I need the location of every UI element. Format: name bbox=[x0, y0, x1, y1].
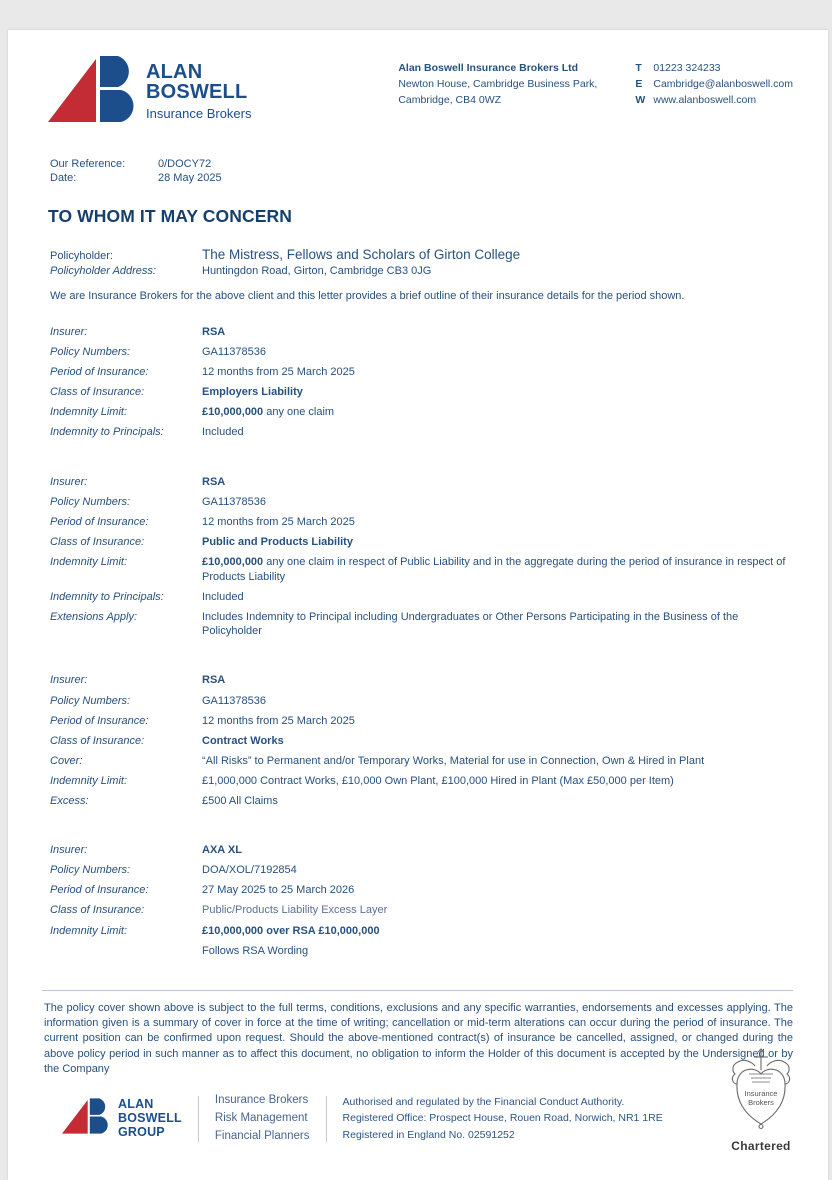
company-address-line1: Newton House, Cambridge Business Park, bbox=[398, 77, 598, 90]
field-value: £500 All Claims bbox=[202, 795, 278, 808]
policy-field-row bbox=[50, 881, 793, 901]
field-label: Policy Numbers: bbox=[50, 864, 131, 877]
policy-field-row bbox=[50, 492, 793, 512]
chartered-crest-icon bbox=[724, 1048, 798, 1132]
policyholder-address-label: Policyholder Address: bbox=[50, 264, 156, 277]
field-label: Period of Insurance: bbox=[50, 366, 149, 379]
field-label: Indemnity Limit: bbox=[50, 406, 128, 419]
date-value: 28 May 2025 bbox=[158, 171, 222, 184]
website-value: www.alanboswell.com bbox=[653, 93, 757, 106]
field-label: Class of Insurance: bbox=[50, 734, 145, 747]
date-label: Date: bbox=[50, 171, 77, 184]
policy-field-row bbox=[50, 587, 793, 607]
field-label: Indemnity to Principals: bbox=[50, 426, 164, 439]
reference-value: 0/DOCY72 bbox=[158, 158, 212, 170]
group-logo-mark-icon bbox=[62, 1097, 108, 1140]
footer bbox=[62, 1092, 663, 1145]
company-logo bbox=[48, 55, 252, 128]
policy-field-row bbox=[50, 403, 793, 423]
brand-tagline: Insurance Brokers bbox=[146, 106, 252, 122]
alan-boswell-logo-mark-icon bbox=[48, 55, 134, 128]
footer-brand-text bbox=[118, 1098, 182, 1139]
field-value: Public and Products Liability bbox=[202, 535, 353, 548]
field-label: Indemnity to Principals: bbox=[50, 590, 164, 603]
field-label bbox=[50, 944, 202, 959]
policy-field-row bbox=[50, 901, 793, 921]
field-label: Policy Numbers: bbox=[50, 694, 131, 707]
letterhead bbox=[42, 55, 793, 128]
field-label: Period of Insurance: bbox=[50, 515, 149, 528]
field-value: RSA bbox=[202, 325, 226, 338]
policyholder-block bbox=[50, 245, 793, 277]
policy-field-row bbox=[50, 771, 793, 791]
policyholder-address-row bbox=[50, 265, 793, 277]
field-label: Class of Insurance: bbox=[50, 535, 145, 548]
policy-field-row bbox=[50, 840, 793, 860]
field-label: Insurer: bbox=[50, 475, 88, 488]
field-value: Included bbox=[202, 426, 244, 439]
svg-text:Insurance: Insurance bbox=[744, 1089, 778, 1098]
field-value: Employers Liability bbox=[202, 386, 303, 399]
field-value: AXA XL bbox=[202, 844, 242, 857]
field-label: Cover: bbox=[50, 754, 83, 767]
field-value: Includes Indemnity to Principal including Undergraduates or Other Persons Participating in the Business of the Policyholder bbox=[202, 610, 739, 638]
policy-field-row bbox=[50, 362, 793, 382]
chartered-badge bbox=[716, 1048, 806, 1153]
email-key: E bbox=[635, 77, 643, 90]
footer-divider-2 bbox=[326, 1096, 327, 1142]
policy-field-row bbox=[50, 342, 793, 362]
website-row bbox=[635, 93, 793, 109]
field-label: Class of Insurance: bbox=[50, 904, 145, 917]
letter-heading: TO WHOM IT MAY CONCERN bbox=[48, 205, 292, 226]
field-label: Insurer: bbox=[50, 325, 88, 338]
field-value: Included bbox=[202, 590, 244, 603]
field-value: GA11378536 bbox=[202, 346, 267, 359]
company-name: Alan Boswell Insurance Brokers Ltd bbox=[398, 62, 579, 74]
brand-text bbox=[146, 62, 252, 122]
footer-divider-1 bbox=[198, 1096, 199, 1142]
field-value: DOA/XOL/7192854 bbox=[202, 864, 297, 877]
policy-field-row bbox=[50, 691, 793, 711]
field-value: GA11378536 bbox=[202, 694, 267, 707]
reference-row bbox=[50, 158, 793, 172]
reference-label: Our Reference: bbox=[50, 158, 126, 170]
field-value: £10,000,000 over RSA £10,000,000 bbox=[202, 924, 380, 937]
policy-field-row bbox=[50, 731, 793, 751]
service-risk-management: Risk Management bbox=[214, 1111, 308, 1124]
field-value: Contract Works bbox=[202, 734, 284, 747]
email-row bbox=[635, 77, 793, 93]
policy-section-4 bbox=[50, 840, 793, 961]
field-value: 12 months from 25 March 2025 bbox=[202, 515, 355, 528]
policy-field-row bbox=[50, 423, 793, 443]
brand-line1: ALAN bbox=[146, 60, 203, 83]
policyholder-label: Policyholder: bbox=[50, 249, 113, 262]
field-value: GA11378536 bbox=[202, 495, 267, 508]
phone-value: 01223 324233 bbox=[653, 62, 721, 74]
footer-logo bbox=[62, 1097, 182, 1140]
policy-sections bbox=[50, 322, 793, 961]
regulatory-line1: Authorised and regulated by the Financial Conduct Authority. bbox=[342, 1095, 625, 1108]
policy-field-row bbox=[50, 382, 793, 402]
field-label: Indemnity Limit: bbox=[50, 774, 128, 787]
svg-text:Brokers: Brokers bbox=[748, 1098, 774, 1107]
field-label: Insurer: bbox=[50, 674, 88, 687]
policy-section-1 bbox=[50, 322, 793, 443]
footer-brand-line3: GROUP bbox=[118, 1124, 165, 1139]
policy-field-row bbox=[50, 532, 793, 552]
policy-field-row bbox=[50, 751, 793, 771]
policyholder-name: The Mistress, Fellows and Scholars of Girton College bbox=[202, 246, 521, 262]
field-value: £1,000,000 Contract Works, £10,000 Own Plant, £100,000 Hired in Plant (Max £50,000 per Item) bbox=[202, 774, 674, 787]
policy-field-row bbox=[50, 472, 793, 492]
policy-field-row bbox=[50, 941, 793, 961]
brand-line2: BOSWELL bbox=[146, 81, 248, 103]
field-value: £10,000,000 any one claim bbox=[202, 406, 335, 419]
policy-field-row bbox=[50, 607, 793, 642]
service-financial-planners: Financial Planners bbox=[214, 1129, 310, 1142]
field-label: Indemnity Limit: bbox=[50, 924, 128, 937]
field-value: 27 May 2025 to 25 March 2026 bbox=[202, 884, 355, 897]
field-label: Indemnity Limit: bbox=[50, 556, 128, 569]
website-key: W bbox=[635, 93, 646, 106]
regulatory-line3: Registered in England No. 02591252 bbox=[342, 1129, 515, 1142]
footer-brand-line2: BOSWELL bbox=[118, 1110, 182, 1125]
footer-services bbox=[215, 1092, 310, 1145]
footer-brand-line1: ALAN bbox=[118, 1097, 154, 1112]
field-value: 12 months from 25 March 2025 bbox=[202, 714, 355, 727]
regulatory-line2: Registered Office: Prospect House, Rouen Road, Norwich, NR1 1RE bbox=[342, 1112, 663, 1125]
field-label: Extensions Apply: bbox=[50, 610, 138, 623]
field-value: RSA bbox=[202, 674, 226, 687]
field-label: Insurer: bbox=[50, 844, 88, 857]
intro-paragraph: We are Insurance Brokers for the above client and this letter provides a brief outline of their insurance details for the period shown. bbox=[50, 289, 685, 302]
field-value: £10,000,000 any one claim in respect of Public Liability and in the aggregate during the period of insurance in respect of Products Liability bbox=[202, 556, 786, 583]
footer-regulatory bbox=[343, 1094, 663, 1144]
field-label: Period of Insurance: bbox=[50, 884, 149, 897]
policy-field-row bbox=[50, 552, 793, 587]
disclaimer-paragraph: The policy cover shown above is subject to the full terms, conditions, exclusions and any specific warranties, endorsements and excesses applying. The information given is a summary of cover in force at the time of writing; cancellation or mid-term alterations can occur during the period of insurance. The current position can be confirmed upon request. Should the above-mentioned contract(s) of insurance be cancelled, assigned, or changed during the above policy period in such manner as to affect this document, no obligation to inform the Holder of this document is accepted by the Undersigned or by the Company bbox=[44, 1002, 793, 1075]
field-value: 12 months from 25 March 2025 bbox=[202, 366, 355, 379]
policyholder-row bbox=[50, 245, 793, 265]
email-value: Cambridge@alanboswell.com bbox=[653, 77, 793, 90]
letter-page bbox=[8, 30, 828, 1180]
field-label: Policy Numbers: bbox=[50, 495, 131, 508]
field-value: “All Risks” to Permanent and/or Temporary Works, Material for use in Connection, Own & Hired in Plant bbox=[202, 754, 705, 767]
policy-section-2 bbox=[50, 472, 793, 642]
policy-field-row bbox=[50, 860, 793, 880]
field-value: Follows RSA Wording bbox=[202, 944, 309, 957]
date-row bbox=[50, 172, 793, 186]
policyholder-address: Huntingdon Road, Girton, Cambridge CB3 0JG bbox=[202, 264, 432, 277]
chartered-label: Chartered bbox=[731, 1139, 791, 1153]
company-address-line2: Cambridge, CB4 0WZ bbox=[398, 93, 502, 106]
reference-block bbox=[50, 158, 793, 186]
policy-field-row bbox=[50, 791, 793, 811]
field-value: RSA bbox=[202, 475, 226, 488]
field-label: Class of Insurance: bbox=[50, 386, 145, 399]
policy-field-row bbox=[50, 671, 793, 691]
policy-field-row bbox=[50, 322, 793, 342]
divider-line bbox=[42, 990, 793, 991]
field-label: Policy Numbers: bbox=[50, 346, 131, 359]
service-insurance-brokers: Insurance Brokers bbox=[214, 1094, 309, 1106]
policy-field-row bbox=[50, 711, 793, 731]
policy-section-3 bbox=[50, 671, 793, 812]
field-value: Public/Products Liability Excess Layer bbox=[202, 904, 388, 917]
policy-field-row bbox=[50, 512, 793, 532]
field-label: Excess: bbox=[50, 795, 89, 808]
policy-field-row bbox=[50, 921, 793, 941]
contact-block bbox=[635, 61, 793, 108]
phone-key: T bbox=[635, 62, 642, 74]
company-address-block bbox=[398, 61, 597, 108]
field-label: Period of Insurance: bbox=[50, 714, 149, 727]
phone-row bbox=[635, 61, 793, 77]
